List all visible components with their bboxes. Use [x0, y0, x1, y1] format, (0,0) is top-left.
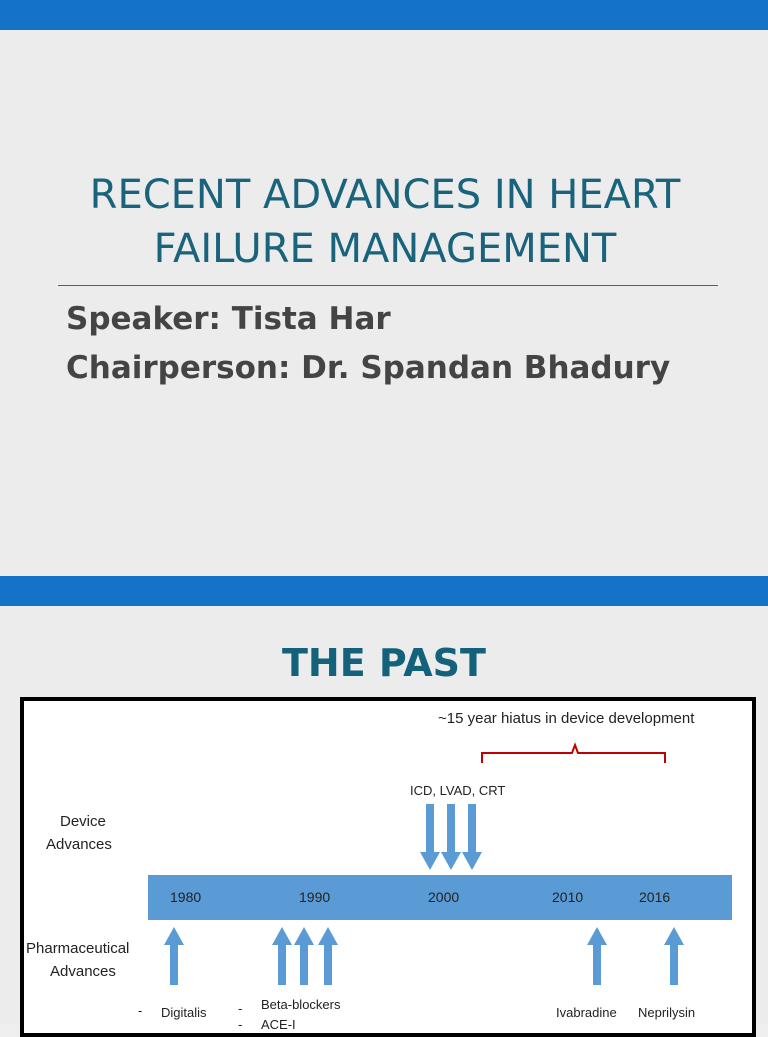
slide-header-bar-2 — [0, 576, 768, 606]
year-2010: 2010 — [552, 889, 584, 905]
pharma-arrows — [164, 927, 684, 985]
pharma-item-beta-blockers: Beta-blockers — [261, 997, 341, 1012]
pharma-arrow-neprilysin — [664, 927, 684, 985]
pharma-item-ivabradine: Ivabradine — [556, 1005, 617, 1020]
timeline-figure — [20, 697, 756, 1037]
year-2016: 2016 — [639, 889, 671, 905]
speaker-text: Speaker: Tista Har — [66, 301, 391, 337]
device-arrow-2 — [441, 804, 461, 870]
pharma-arrow-digitalis — [164, 927, 184, 985]
slide-title — [40, 168, 730, 276]
device-arrow-3 — [462, 804, 482, 870]
year-1980: 1980 — [170, 889, 202, 905]
year-1990: 1990 — [299, 889, 331, 905]
slide-header-bar — [0, 0, 768, 30]
title-divider — [58, 285, 718, 286]
svg-text:-: - — [138, 1003, 143, 1018]
pharma-item-neprilysin: Neprilysin — [638, 1005, 696, 1020]
title-line-2: FAILURE MANAGEMENT — [153, 226, 617, 272]
pharma-arrow-1990-c — [318, 927, 338, 985]
pharma-item-digitalis: Digitalis — [161, 1005, 207, 1020]
pharma-label-line-2: Advances — [50, 963, 116, 980]
hiatus-label: ~15 year hiatus in device development — [438, 710, 695, 727]
title-line-1: RECENT ADVANCES IN HEART — [89, 172, 681, 218]
device-label-line-2: Advances — [46, 836, 112, 853]
pharma-item-ace-i: ACE-I — [261, 1017, 296, 1032]
year-2000: 2000 — [428, 889, 460, 905]
device-arrows — [420, 804, 482, 870]
device-arrow-1 — [420, 804, 440, 870]
chairperson-text: Chairperson: Dr. Spandan Bhadury — [66, 350, 671, 386]
pharma-arrow-1990-a — [272, 927, 292, 985]
slide-2-title: THE PAST — [282, 641, 486, 685]
device-label-line-1: Device — [60, 813, 106, 830]
device-items-label: ICD, LVAD, CRT — [410, 783, 506, 798]
pharma-label-line-1: Pharmaceutical — [26, 940, 130, 957]
pharma-arrow-1990-b — [294, 927, 314, 985]
timeline-svg — [24, 701, 752, 1033]
pharma-arrow-ivabradine — [587, 927, 607, 985]
svg-text:-: - — [238, 1001, 243, 1016]
svg-text:-: - — [238, 1017, 243, 1032]
hiatus-bracket — [482, 745, 665, 763]
